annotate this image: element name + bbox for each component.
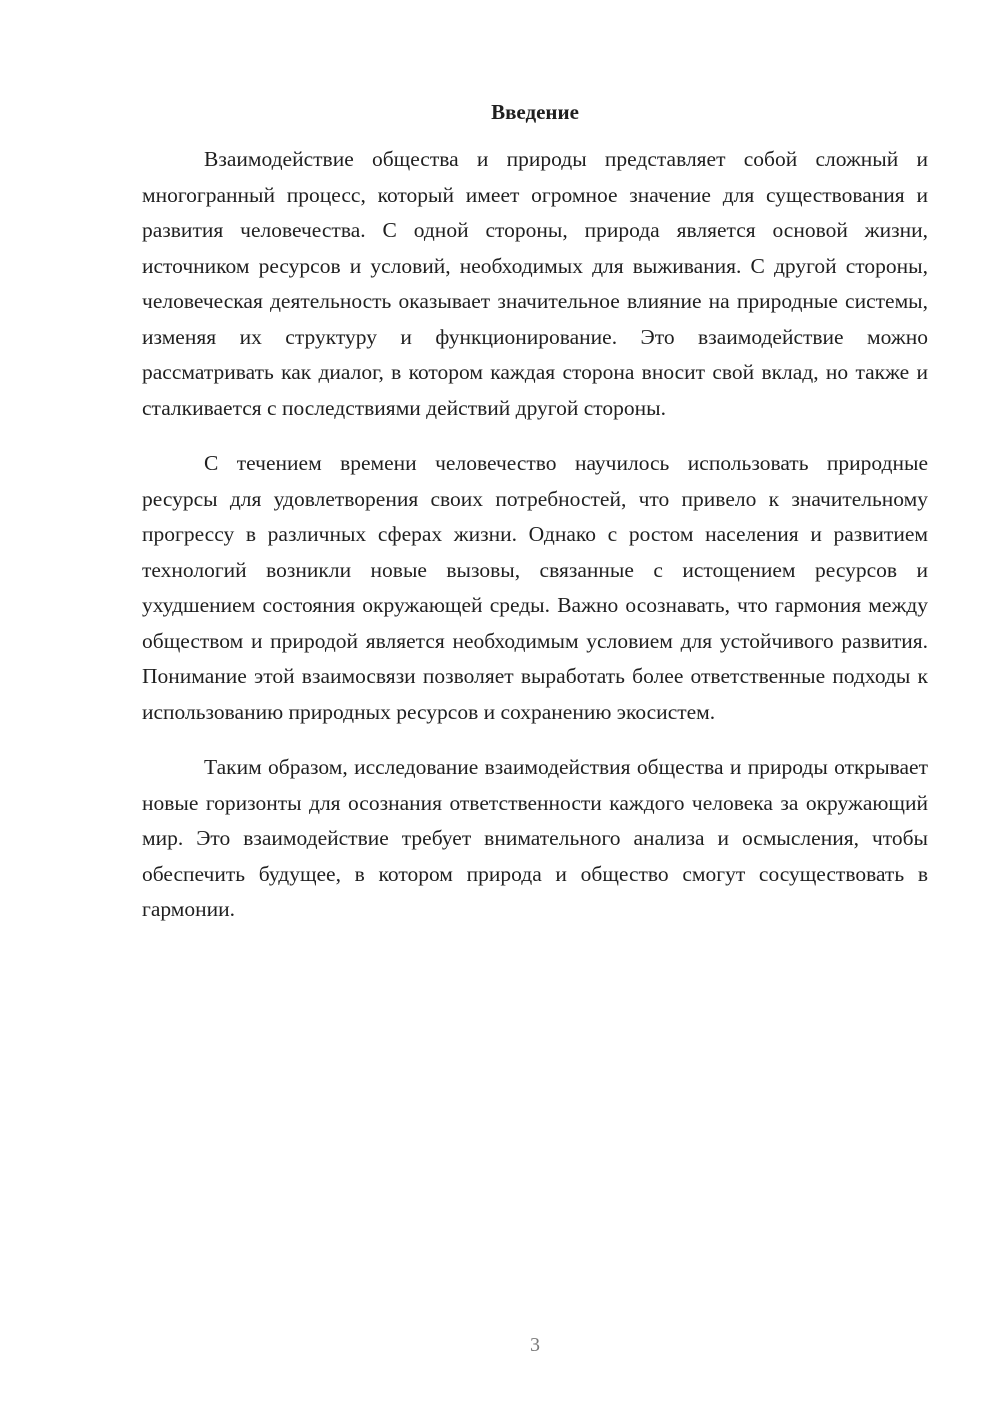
- page-number: 3: [530, 1334, 540, 1356]
- paragraph-1: Взаимодействие общества и природы представляет собой сложный и многогранный процесс, который имеет огромное значение для существования и развития человечества. С одной стороны, природа является основой жизни, источником ресурсов и условий, необходимых для выживания. С другой стороны, человеческая деятельность оказывает значительное влияние на природные системы, изменяя их структуру и функционирование. Это взаимодействие можно рассматривать как диалог, в котором каждая сторона вносит свой вклад, но также и сталкивается с последствиями действий другой стороны.: [142, 147, 928, 420]
- body-text: [142, 142, 928, 948]
- paragraph-2: С течением времени человечество научилось использовать природные ресурсы для удовлетворения своих потребностей, что привело к значительному прогрессу в различных сферах жизни. Однако с ростом населения и развитием технологий возникли новые вызовы, связанные с истощением ресурсов и ухудшением состояния окружающей среды. Важно осознавать, что гармония между обществом и природой является необходимым условием для устойчивого развития. Понимание этой взаимосвязи позволяет выработать более ответственные подходы к использованию природных ресурсов и сохранению экосистем.: [142, 451, 928, 724]
- paragraph-3: Таким образом, исследование взаимодействия общества и природы открывает новые горизонты для осознания ответственности каждого человека за окружающий мир. Это взаимодействие требует внимательного анализа и осмысления, чтобы обеспечить будущее, в котором природа и общество смогут сосуществовать в гармонии.: [142, 755, 928, 921]
- section-heading: Введение: [491, 100, 579, 124]
